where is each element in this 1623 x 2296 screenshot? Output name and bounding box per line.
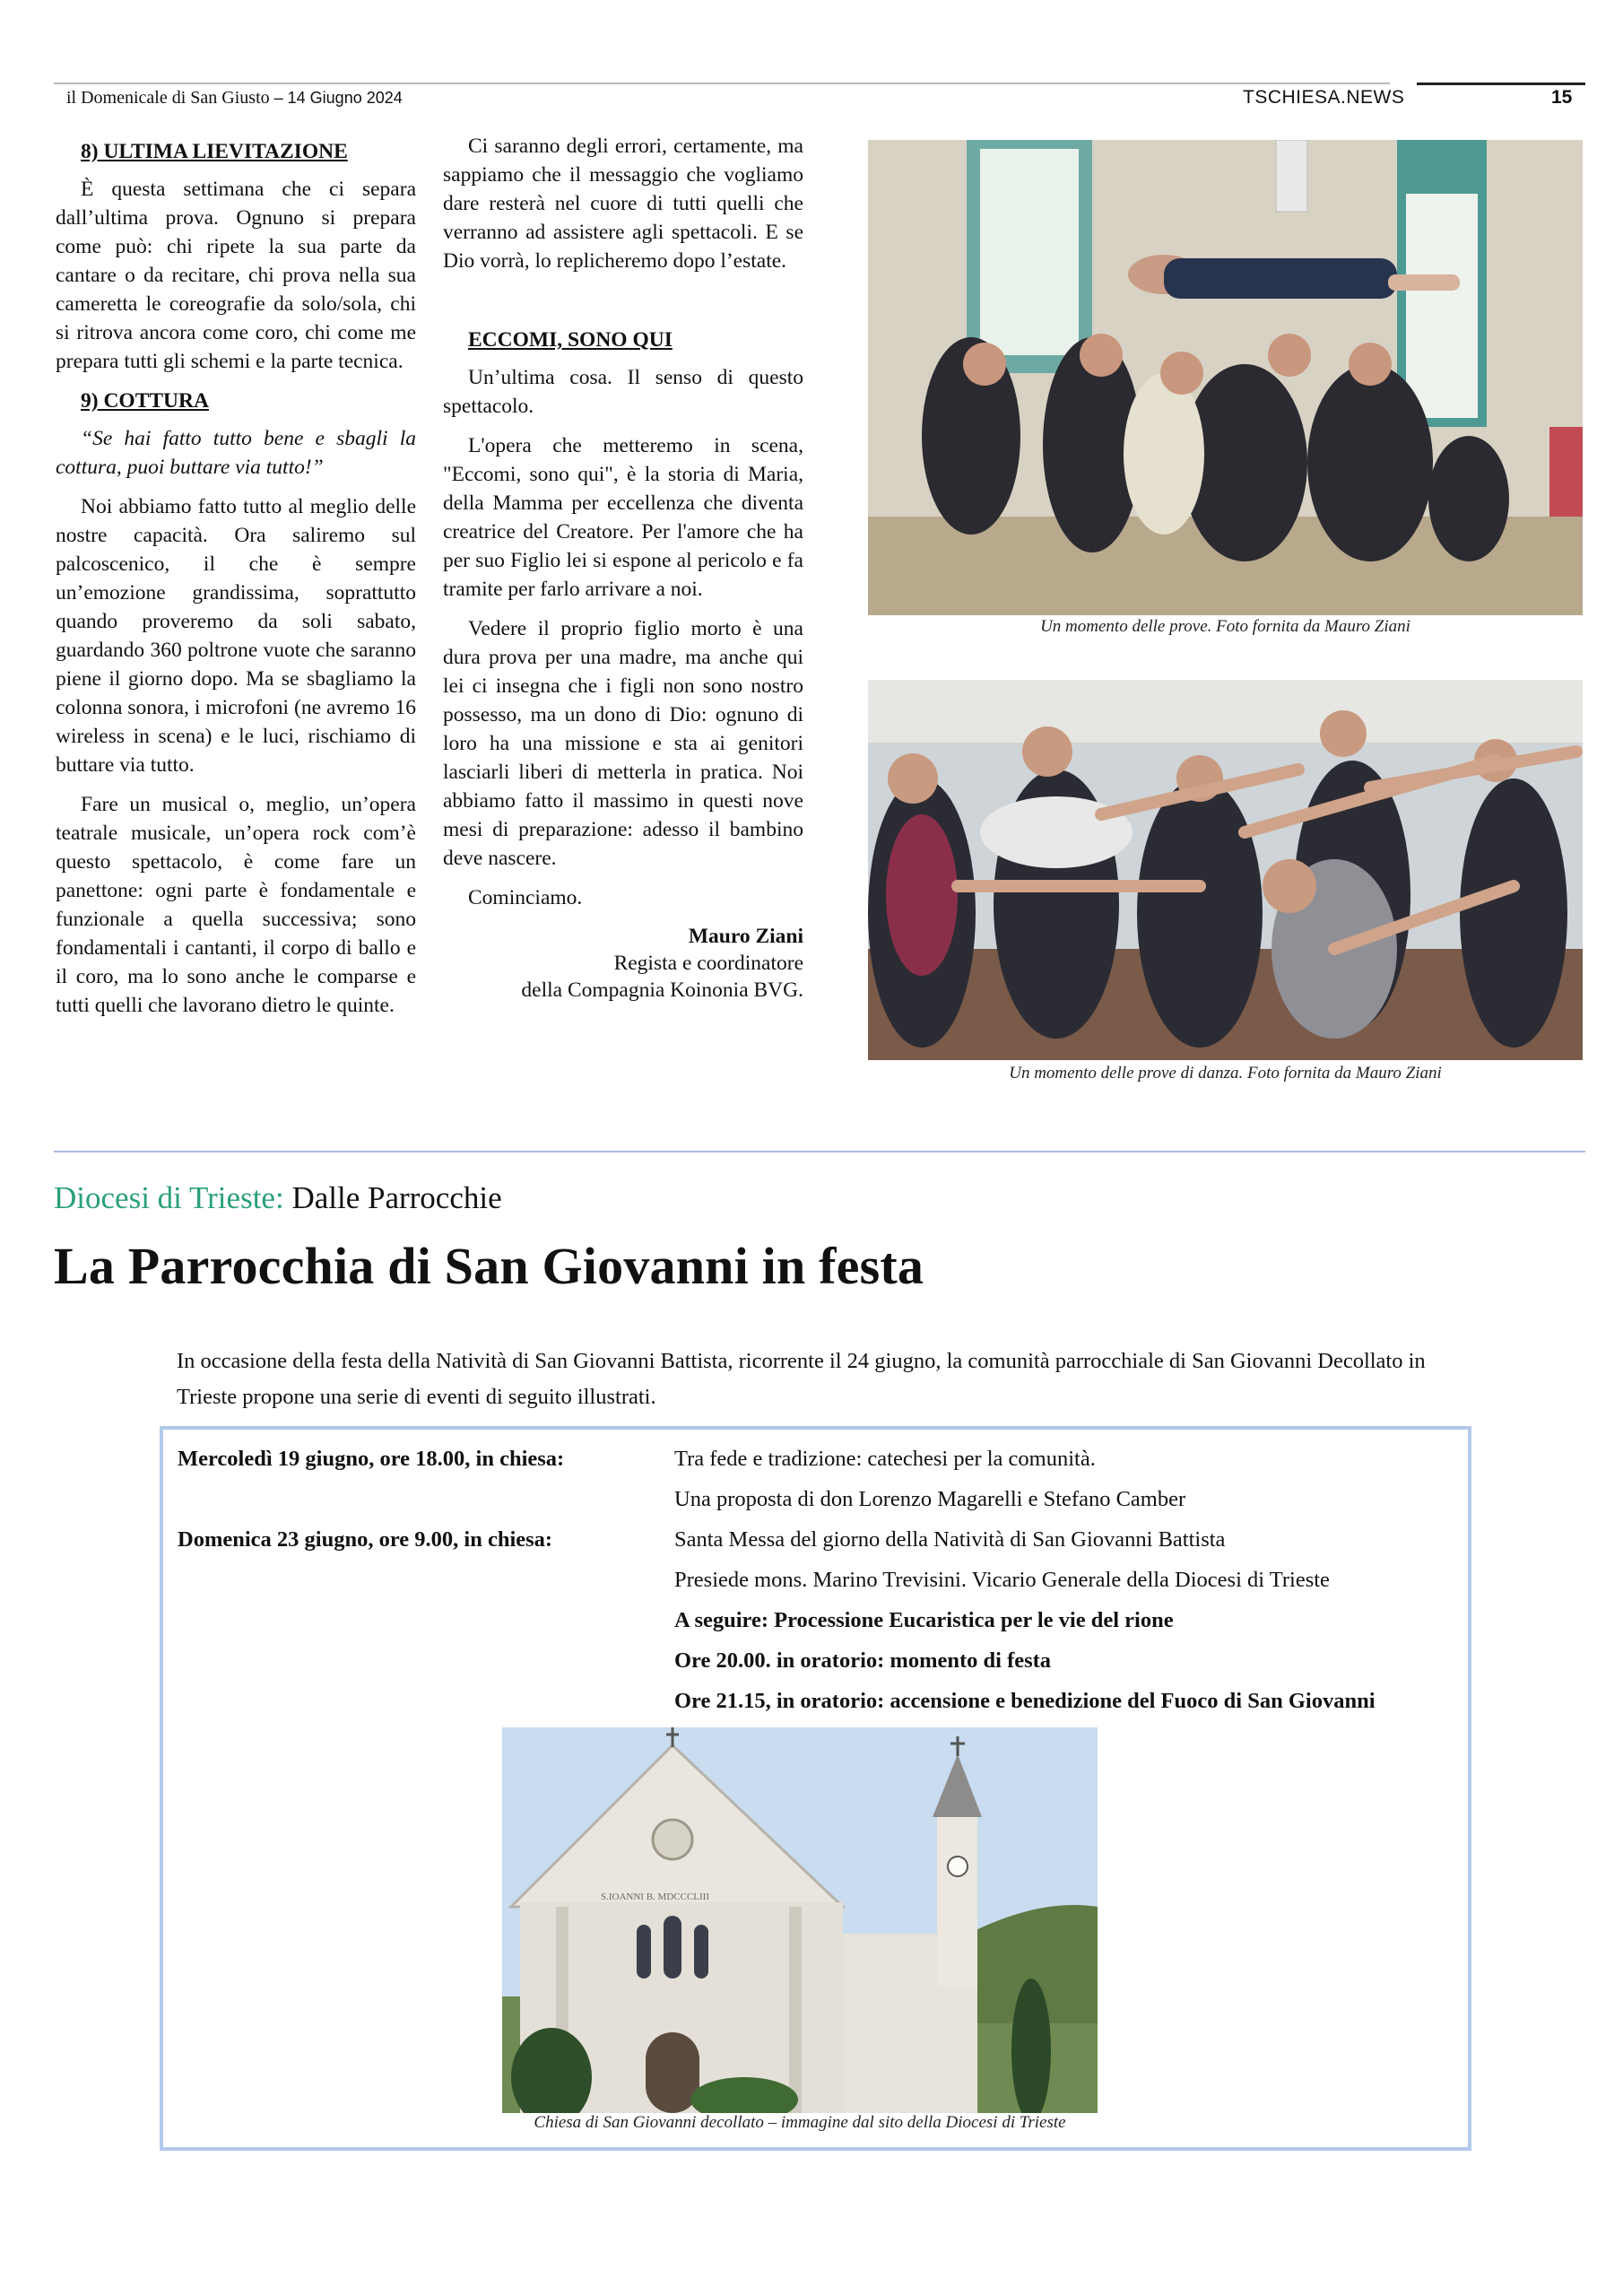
header-rule: [54, 83, 1390, 84]
paragraph: Noi abbiamo fatto tutto al meglio delle nostre capacità. Ora saliremo sul palcoscenico, il che è sempre un’emozione grandissima, soprattutto quando proveremo da soli sabato, guardando 360 poltrone vuote che saranno piene il giorno dopo. Ma se sbagliamo la colonna sonora, i microfoni (ne avremo 16 wireless in scena) e le luci, rischiamo di buttare via tutto.: [56, 495, 416, 777]
event-1-line-2: Una proposta di don Lorenzo Magarelli e Stefano Camber: [674, 1487, 1186, 1511]
article-title: La Parrocchia di San Giovanni in festa: [54, 1237, 924, 1295]
author-company: [443, 977, 803, 1004]
paragraph: Un’ultima cosa. Il senso di questo spettacolo.: [443, 366, 803, 418]
issue-date: – 14 Giugno 2024: [273, 89, 403, 107]
signature: [443, 923, 803, 1004]
section-heading-8: 8) ULTIMA LIEVITAZIONE: [81, 140, 348, 163]
rehearsal-image: [868, 140, 1583, 615]
dance-photo: [868, 680, 1583, 1060]
rehearsal-photo: [868, 140, 1583, 615]
paragraph: Cominciamo.: [468, 886, 583, 909]
event-2-line-2: Presiede mons. Marino Trevisini. Vicario Generale della Diocesi di Trieste: [674, 1568, 1330, 1592]
church-photo: [502, 1727, 1098, 2113]
paragraph: Vedere il proprio figlio morto è una dura prova per una madre, ma anche qui lei ci insegna che i figli non sono nostro possesso, ma un dono di Dio: ognuno di loro ha una missione e sta ai genitori lasciarli liberi di metterla in pratica. Noi abbiamo fatto il massimo in questi nove mesi di preparazione: adesso il bambino deve nascere.: [443, 617, 803, 870]
event-1-line-1: Tra fede e tradizione: catechesi per la comunità.: [674, 1447, 1096, 1471]
event-2-line-3: A seguire: Processione Eucaristica per le vie del rione: [674, 1608, 1174, 1632]
photo-caption-1: Un momento delle prove. Foto fornita da Mauro Ziani: [1040, 617, 1410, 636]
paragraph: Ci saranno degli errori, certamente, ma sappiamo che il messaggio che vogliamo dare resterà nel cuore di tutti quelli che verranno ad assistere agli spettacoli. E se Dio vorrà, lo replicheremo dopo l’estate.: [443, 135, 803, 273]
church-caption: Chiesa di San Giovanni decollato – immagine dal sito della Diocesi di Trieste: [534, 2113, 1066, 2132]
event-2-line-5: Ore 21.15, in oratorio: accensione e benedizione del Fuoco di San Giovanni: [674, 1689, 1376, 1713]
section-heading-9: 9) COTTURA: [81, 389, 209, 413]
header-publication: [66, 88, 403, 109]
paragraph: È questa settimana che ci separa dall’ultima prova. Ognuno si prepara come può: chi ripete la sua parte da cantare o da recitare, chi prova nella sua cameretta le coreografie da solo/sola, chi si ritrova ancora come coro, chi come me prepara tutti gli schemi e la parte tecnica.: [56, 178, 416, 373]
kicker-diocesi: Diocesi di Trieste:: [54, 1180, 284, 1215]
site-name[interactable]: TSCHIESA.NEWS: [1243, 87, 1405, 108]
event-2-when: Domenica 23 giugno, ore 9.00, in chiesa:: [178, 1527, 553, 1552]
section-kicker: [54, 1180, 502, 1216]
page-number: 15: [1551, 87, 1573, 108]
header-rule-bold: [1417, 83, 1585, 85]
article-intro: In occasione della festa della Natività di San Giovanni Battista, ricorrente il 24 giugno, la comunità parrocchiale di San Giovanni Decollato in Trieste propone una serie di eventi di seguito illustrati.: [177, 1349, 1426, 1409]
quote: “Se hai fatto tutto bene e sbagli la cottura, puoi buttare via tutto!”: [56, 427, 416, 479]
paragraph: L'opera che metteremo in scena, "Eccomi, sono qui", è la storia di Maria, della Mamma per eccellenza che diventa creatrice del Creatore. Per l'amore che ha per suo Figlio lei si espone al pericolo e fa tramite per farlo arrivare a noi.: [443, 434, 803, 601]
kicker-section: Dalle Parrocchie: [291, 1180, 502, 1215]
section-heading-eccomi: ECCOMI, SONO QUI: [468, 328, 673, 352]
article-column-2: [443, 132, 803, 1004]
photo-caption-2: Un momento delle prove di danza. Foto fornita da Mauro Ziani: [1009, 1064, 1442, 1083]
event-1-when: Mercoledì 19 giugno, ore 18.00, in chiesa:: [178, 1447, 565, 1471]
facade-inscription: S.IOANNI B. MDCCCLIII: [601, 1892, 709, 1902]
publication-name: il Domenicale di San Giusto: [66, 88, 270, 108]
article-column-1: [56, 132, 416, 1031]
author-name: Mauro Ziani: [688, 925, 803, 948]
section-separator: [54, 1151, 1585, 1152]
paragraph: Fare un musical o, meglio, un’opera teatrale musicale, un’opera rock com’è questo spettacolo, è come fare un panettone: ogni parte è fondamentale e funzionale a quella successiva; sono fondamentali i cantanti, il corpo di ballo e il coro, ma lo sono anche le comparse e tutti quelli che lavorano dietro le quinte.: [56, 793, 416, 1017]
dance-image: [868, 680, 1583, 1060]
company-name: della Compagnia Koinonia BVG.: [521, 978, 803, 1002]
event-2-line-1: Santa Messa del giorno della Natività di San Giovanni Battista: [674, 1527, 1226, 1552]
author-role: Regista e coordinatore: [613, 952, 803, 975]
event-2-line-4: Ore 20.00. in oratorio: momento di festa: [674, 1648, 1052, 1673]
church-image: [502, 1727, 1098, 2113]
